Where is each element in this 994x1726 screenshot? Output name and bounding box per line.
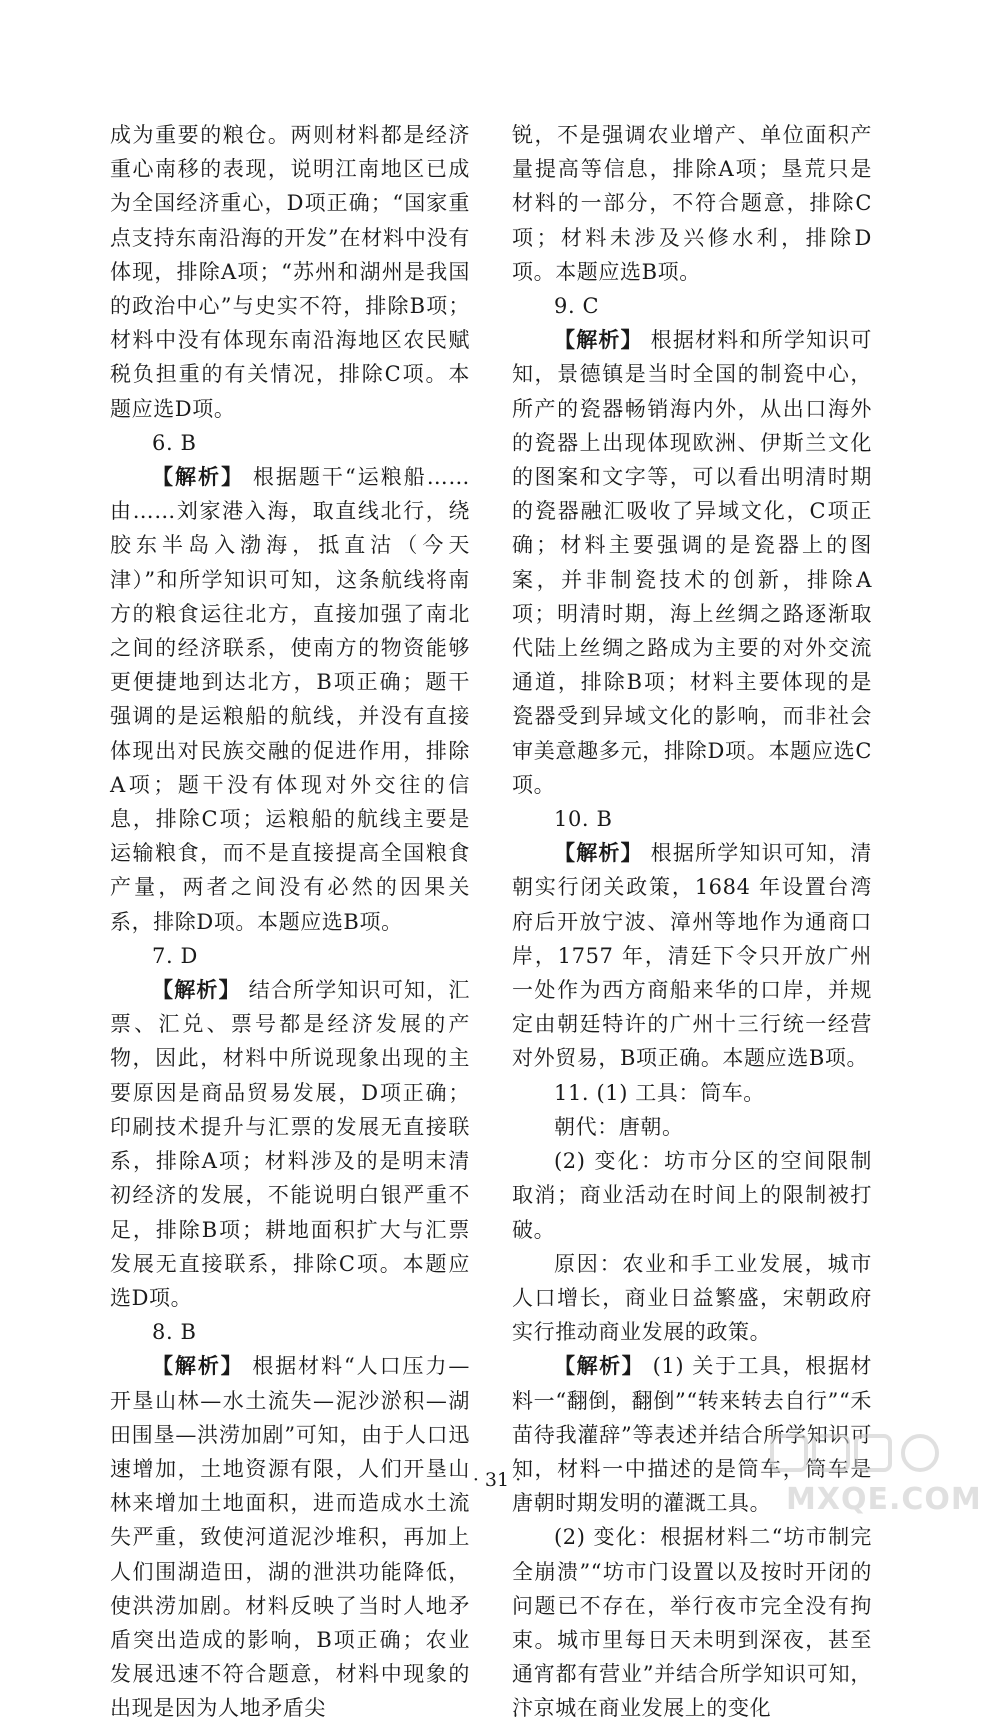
- analysis-text: 根据题干“运粮船……由……刘家港入海，取直线北行，绕胶东半岛入渤海，抵直沽（今天津）”和所学知识可知，这条航线将南方的粮食运往北方，直接加强了南北之间的经济联系，使南方的物资能够更便捷地到达北方，B项正确；题干强调的是运粮船的航线，并没有直接体现出对民族交融的促进作用，排除A项；题干没有体现对外交往的信息，排除C项；运粮船的航线主要是运输粮食，而不是直接提高全国粮食产量，两者之间没有必然的因果关系，排除D项。本题应选B项。: [110, 465, 471, 934]
- watermark-text: MXQE.COM: [786, 1482, 982, 1517]
- analysis-text: 根据所学知识可知，清朝实行闭关政策，1684 年设置台湾府后开放宁波、漳州等地作为通商口岸，1757 年，清廷下令只开放广州一处作为西方商船来华的口岸，并规定由朝廷特许的广州十三行统一经营对外贸易，B项正确。本题应选B项。: [512, 841, 872, 1071]
- analysis-text: 根据材料和所学知识可知，景德镇是当时全国的制瓷中心，所产的瓷器畅销海内外，从出口海外的瓷器上出现体现欧洲、伊斯兰文化的图案和文字等，可以看出明清时期的瓷器融汇吸收了异域文化，C项正确；材料主要强调的是瓷器上的图案，并非制瓷技术的创新，排除A项；明清时期，海上丝绸之路逐渐取代陆上丝绸之路成为主要的对外交流通道，排除B项；材料主要体现的是瓷器受到异域文化的影响，而非社会审美意趣多元，排除D项。本题应选C项。: [512, 328, 872, 797]
- continued-paragraph: 成为重要的粮仓。两则材料都是经济重心南移的表现，说明江南地区已成为全国经济重心，D项正确；“国家重点支持东南沿海的开发”在材料中没有体现，排除A项；“苏州和湖州是我国的政治中心”与史实不符，排除B项；材料中没有体现东南沿海地区农民赋税负担重的有关情况，排除C项。本题应选D项。: [110, 123, 470, 421]
- analysis-tag: 【解析】: [152, 1353, 244, 1379]
- analysis-paragraph: [110, 460, 470, 939]
- analysis-text: 根据材料“人口压力—开垦山林—水土流失—泥沙淤积—湖田围垦—洪涝加剧”可知，由于人口迅速增加，土地资源有限，人们开垦山林来增加土地面积，进而造成水土流失严重，致使河道泥沙堆积，再加上人们围湖造田，湖的泄洪功能降低，使洪涝加剧。材料反映了当时人地矛盾突出造成的影响，B项正确；农业发展迅速不符合题意，材料中现象的出现是因为人地矛盾尖: [110, 1354, 470, 1721]
- analysis-text: 结合所学知识可知，汇票、汇兑、票号都是经济发展的产物，因此，材料中所说现象出现的主要原因是商品贸易发展，D项正确；印刷技术提升与汇票的发展无直接联系，排除A项；材料涉及的是明末清初经济的发展，不能说明白银严重不足，排除B项；耕地面积扩大与汇票发展无直接联系，排除C项。本题应选D项。: [110, 978, 470, 1310]
- analysis-tag: 【解析】: [152, 977, 241, 1003]
- analysis-paragraph: [110, 973, 470, 1315]
- answer-paragraph: 11. (1) 工具：筒车。: [554, 1080, 765, 1105]
- answer-paragraph: (2) 变化：坊市分区的空间限制取消；商业活动在时间上的限制被打破。: [512, 1149, 872, 1242]
- watermark: [742, 1432, 982, 1522]
- continued-paragraph: 锐，不是强调农业增产、单位面积产量提高等信息，排除A项；垦荒只是材料的一部分，不符合题意，排除C项；材料未涉及兴修水利，排除D项。本题应选B项。: [512, 123, 872, 284]
- analysis-paragraph: [512, 836, 872, 1075]
- analysis-paragraph: [512, 323, 872, 802]
- answer-paragraph: 原因：农业和手工业发展，城市人口增长，商业日益繁盛，宋朝政府实行推动商业发展的政策。: [512, 1251, 872, 1345]
- question-number: 8. B: [152, 1320, 197, 1345]
- analysis-text: (1) 关于工具，根据材料一“翻倒，翻倒”“转来转去自行”“禾苗待我灌辞”等表述并结合所学知识可知，材料一中描述的是筒车，筒车是唐朝时期发明的灌溉工具。: [512, 1354, 873, 1516]
- analysis-tag: 【解析】: [152, 464, 245, 490]
- question-number: 9. C: [554, 294, 600, 319]
- answer-paragraph: (2) 变化：根据材料二“坊市制完全崩溃”“坊市门设置以及按时开闭的问题已不存在，举行夜市完全没有拘束。城市里每日天未明到深夜，甚至通宵都有营业”并结合所学知识可知，汴京城在商业发展上的变化: [512, 1525, 872, 1721]
- analysis-paragraph: [110, 1349, 470, 1725]
- question-number: 6. B: [152, 430, 197, 455]
- question-number: 7. D: [152, 943, 198, 968]
- analysis-tag: 【解析】: [554, 1353, 645, 1379]
- question-number: 10. B: [554, 807, 613, 832]
- answer-paragraph: 朝代：唐朝。: [554, 1114, 684, 1139]
- page-number: · 31 ·: [472, 1469, 522, 1491]
- analysis-tag: 【解析】: [554, 327, 643, 353]
- analysis-tag: 【解析】: [554, 840, 643, 866]
